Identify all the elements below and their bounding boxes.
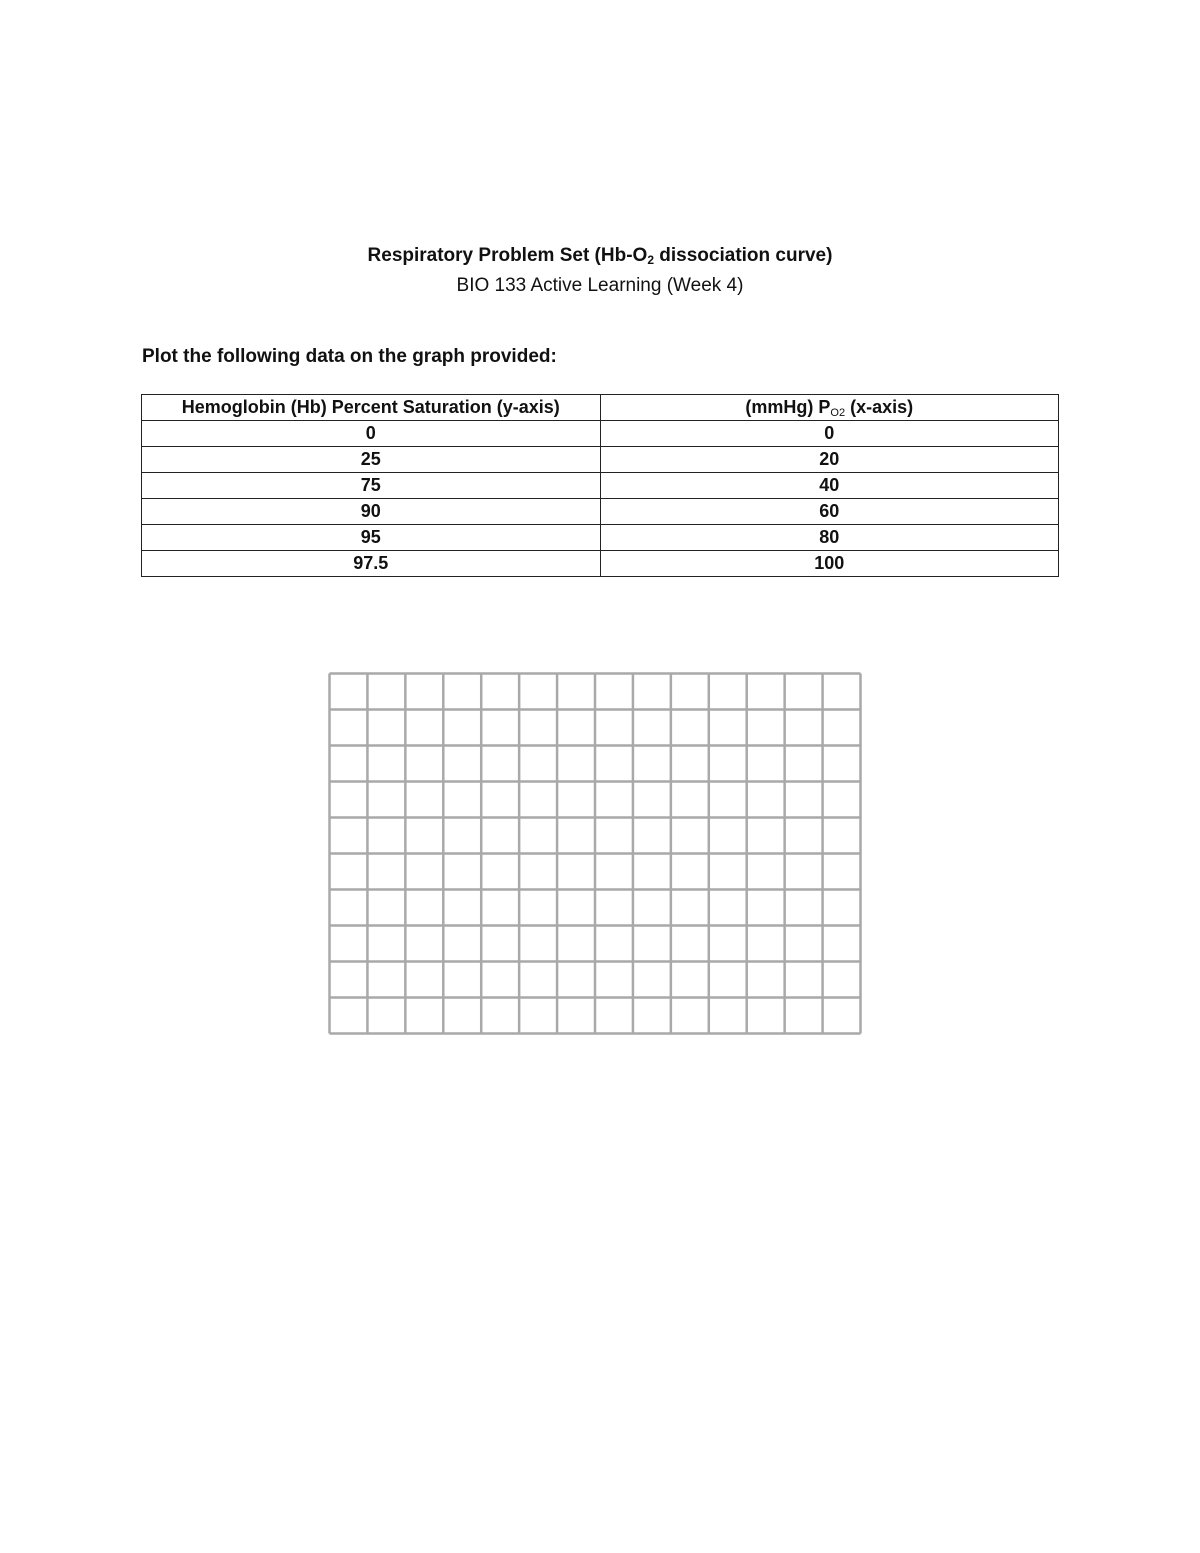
table-cell-po2: 0 — [600, 421, 1059, 447]
table-row — [142, 447, 1059, 473]
table-cell-saturation: 75 — [142, 473, 601, 499]
table-row — [142, 473, 1059, 499]
data-table — [141, 394, 1059, 577]
graph-grid — [328, 672, 862, 1035]
table-cell-saturation: 25 — [142, 447, 601, 473]
column-header-po2: (mmHg) PO2 (x-axis) — [600, 395, 1059, 421]
document-title: Respiratory Problem Set ($Hb-O_2$ dissociation curve) — [367, 245, 833, 267]
document-header — [0, 243, 1200, 299]
table-cell-saturation: 0 — [142, 421, 601, 447]
table-cell-po2: 100 — [600, 551, 1059, 577]
instruction-text: Plot the following data on the graph provided: — [142, 346, 557, 367]
column-header-saturation: Hemoglobin (Hb) Percent Saturation (y-axis) — [142, 395, 601, 421]
table-row — [142, 499, 1059, 525]
table-header-row — [142, 395, 1059, 421]
table-row — [142, 551, 1059, 577]
table-row — [142, 525, 1059, 551]
table-cell-po2: 80 — [600, 525, 1059, 551]
document-subtitle: BIO 133 Active Learning (Week 4) — [456, 275, 744, 296]
table-cell-po2: 40 — [600, 473, 1059, 499]
table-cell-po2: 60 — [600, 499, 1059, 525]
table-row — [142, 421, 1059, 447]
table-cell-saturation: 95 — [142, 525, 601, 551]
table-cell-saturation: 90 — [142, 499, 601, 525]
graph-paper[interactable] — [328, 672, 862, 1035]
table-cell-po2: 20 — [600, 447, 1059, 473]
table-cell-saturation: 97.5 — [142, 551, 601, 577]
